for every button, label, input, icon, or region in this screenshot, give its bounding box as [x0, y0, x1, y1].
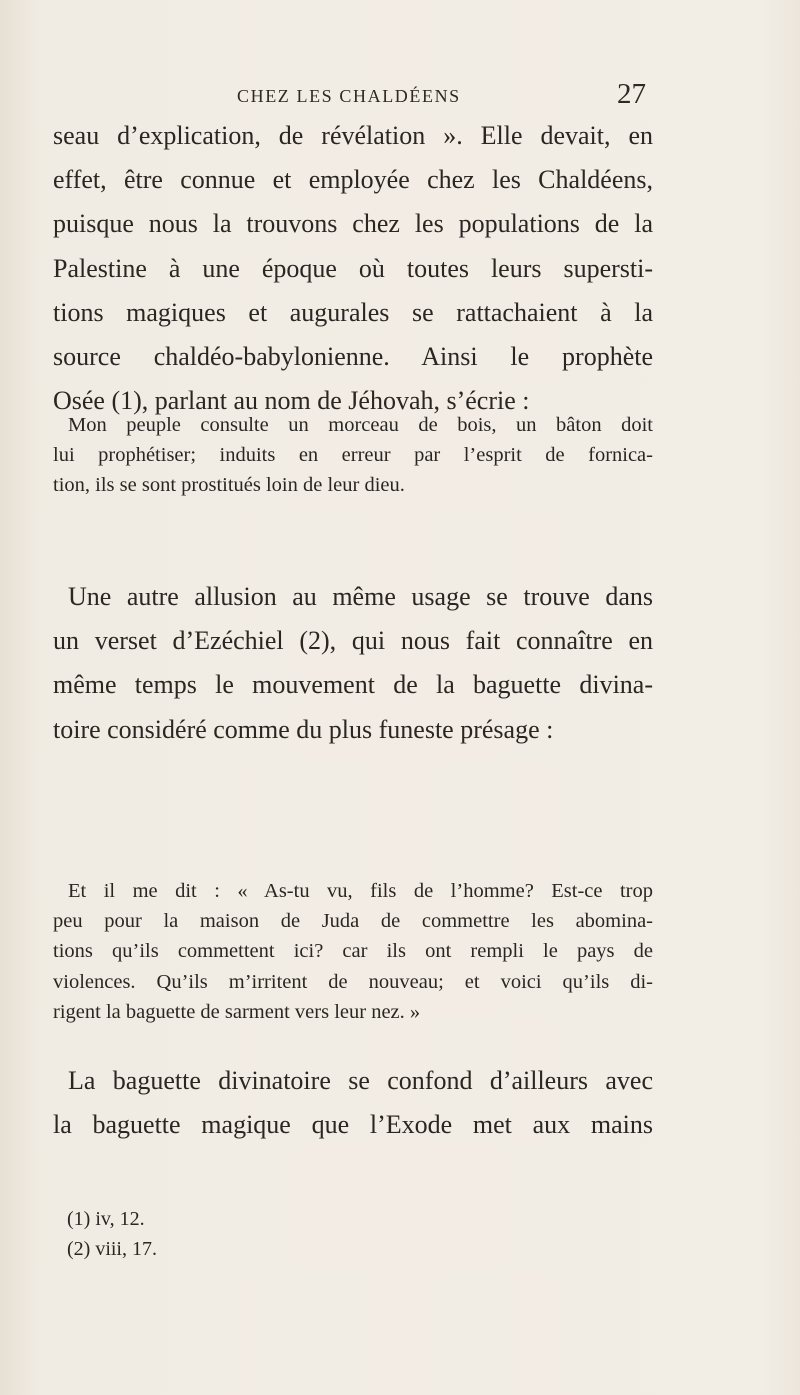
text-line: puisque nous la trouvons chez les populations de la	[53, 209, 653, 239]
text-line: un verset d’Ezéchiel (2), qui nous fait connaître en	[53, 626, 653, 656]
quote-line: tion, ils se sont prostitués loin de leur dieu.	[53, 474, 405, 497]
text-line: toire considéré comme du plus funeste présage :	[53, 714, 554, 744]
quote-line: peu pour la maison de Juda de commettre les abomina-	[53, 910, 653, 933]
quote-line: Et il me dit : « As-tu vu, fils de l’homme? Est-ce trop	[68, 880, 653, 902]
quote-line: violences. Qu’ils m’irritent de nouveau; et voici qu’ils di-	[53, 970, 653, 993]
footnotes	[67, 1204, 157, 1264]
text-line: Palestine à une époque où toutes leurs supersti-	[53, 253, 653, 283]
page-header	[0, 78, 800, 110]
text-line: La baguette divinatoire se confond d’ailleurs avec	[68, 1066, 653, 1095]
text-line: Une autre allusion au même usage se trouve dans	[68, 582, 653, 611]
quote-line: Mon peuple consulte un morceau de bois, un bâton doit	[68, 414, 653, 436]
footnote-1: (1) iv, 12.	[67, 1208, 145, 1230]
footnote-2: (2) viii, 17.	[67, 1238, 157, 1260]
text-line: Osée (1), parlant au nom de Jéhovah, s’écrie :	[53, 386, 530, 416]
text-line: même temps le mouvement de la baguette divina-	[53, 670, 653, 700]
text-line: la baguette magique que l’Exode met aux mains	[53, 1110, 653, 1140]
quotation-ezekiel	[53, 876, 653, 1027]
paragraph-2	[53, 575, 653, 752]
quote-line: lui prophétiser; induits en erreur par l’esprit de fornica-	[53, 444, 653, 467]
text-line: source chaldéo-babylonienne. Ainsi le prophète	[53, 342, 653, 372]
text-line: tions magiques et augurales se rattachaient à la	[53, 297, 653, 327]
quotation-hosea	[53, 410, 653, 501]
paragraph-1	[53, 114, 653, 423]
paragraph-3	[53, 1059, 653, 1147]
text-line: seau d’explication, de révélation ». Elle devait, en	[53, 121, 653, 150]
quote-line: rigent la baguette de sarment vers leur nez. »	[53, 1000, 421, 1023]
running-head: CHEZ LES CHALDÉENS	[237, 86, 461, 106]
page-number: 27	[617, 78, 646, 110]
quote-line: tions qu’ils commettent ici? car ils ont rempli le pays de	[53, 940, 653, 963]
text-line: effet, être connue et employée chez les Chaldéens,	[53, 165, 653, 195]
